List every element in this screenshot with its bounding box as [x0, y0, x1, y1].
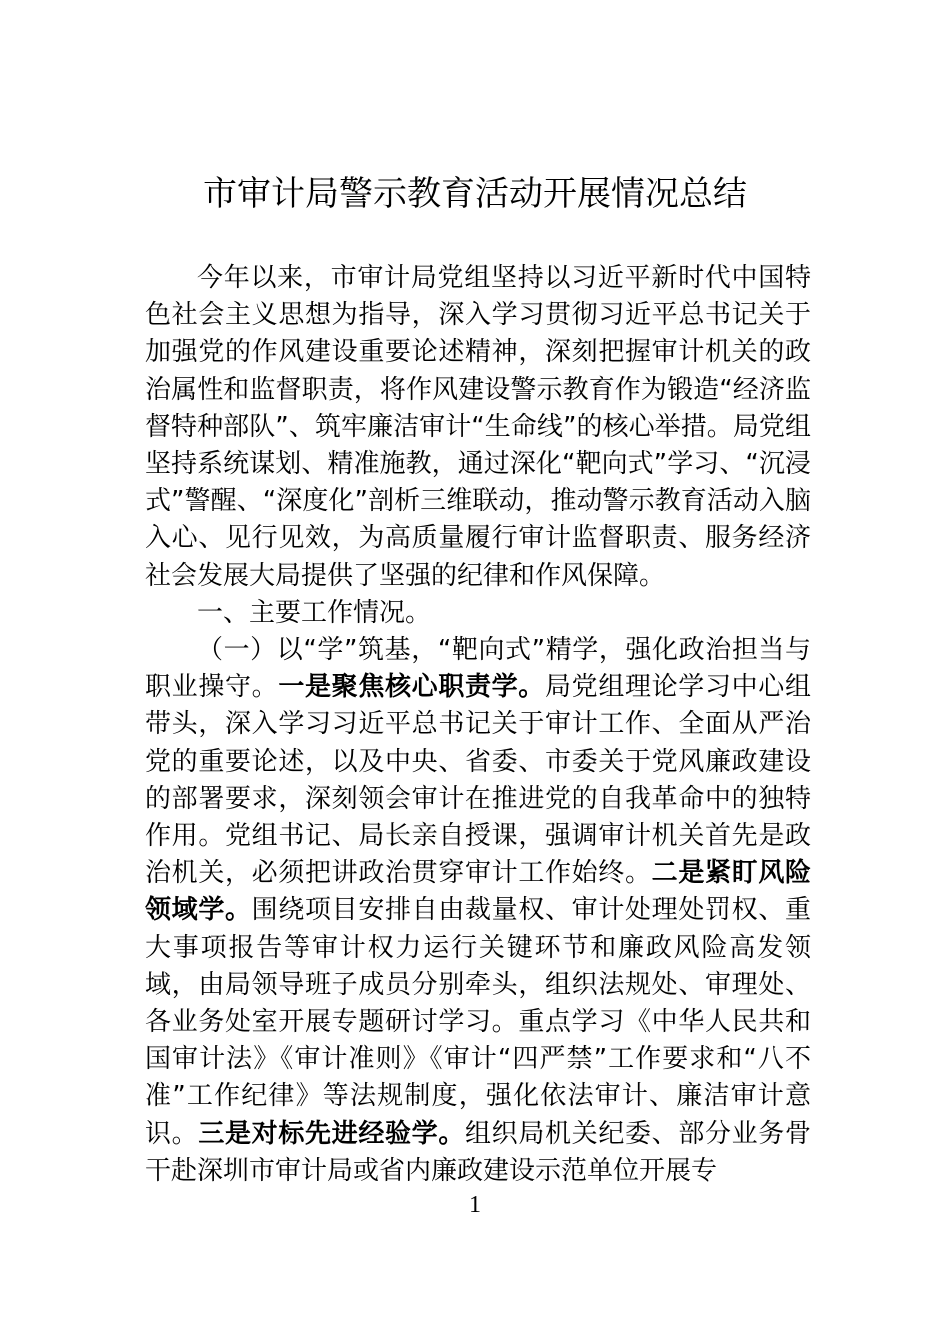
point-2-label: 二是紧盯风险领域学。 — [145, 858, 811, 926]
subsection-paragraph — [145, 632, 811, 1190]
point-2-text: 围绕项目安排自由裁量权、审计处理处罚权、重大事项报告等审计权力运行关键环节和廉政风险高发领域，由局领导班子成员分别牵头，组织法规处、审理处、各业务处室开展专题研讨学习。重点学习《中华人民共和国审计法》《审计准则》《审计“四严禁”工作要求和“八不准”工作纪律》等法规制度，强化依法审计、廉洁审计意识。 — [145, 895, 811, 1149]
point-1-text: 局党组理论学习中心组带头，深入学习习近平总书记关于审计工作、全面从严治党的重要论述，以及中央、省委、市委关于党风廉政建设的部署要求，深刻领会审计在推进党的自我革命中的独特作用。党组书记、局长亲自授课，强调审计机关首先是政治机关，必须把讲政治贯穿审计工作始终。 — [145, 672, 811, 889]
point-3-label: 三是对标先进经验学。 — [198, 1118, 465, 1149]
point-3-text: 组织局机关纪委、部分业务骨干赴深圳市审计局或省内廉政建设示范单位开展专 — [145, 1118, 811, 1186]
section-heading: 一、主要工作情况。 — [197, 597, 432, 628]
subsection-lead: （一）以“学”筑基，“靶向式”精学，强化政治担当与职业操守。 — [145, 635, 811, 703]
intro-paragraph: 今年以来，市审计局党组坚持以习近平新时代中国特色社会主义思想为指导，深入学习贯彻习近平总书记关于加强党的作风建设重要论述精神，深刻把握审计机关的政治属性和监督职责，将作风建设警示教育作为锻造“经济监督特种部队”、筑牢廉洁审计“生命线”的核心举措。局党组坚持系统谋划、精准施教，通过深化“靶向式”学习、“沉浸式”警醒、“深度化”剖析三维联动，推动警示教育活动入脑入心、见行见效，为高质量履行审计监督职责、服务经济社会发展大局提供了坚强的纪律和作风保障。 — [145, 263, 811, 591]
document-title: 市审计局警示教育活动开展情况总结 — [203, 174, 747, 214]
point-1-label: 一是聚焦核心职责学。 — [278, 672, 545, 703]
page-number: 1 — [469, 1192, 481, 1218]
document-body — [145, 260, 811, 1190]
